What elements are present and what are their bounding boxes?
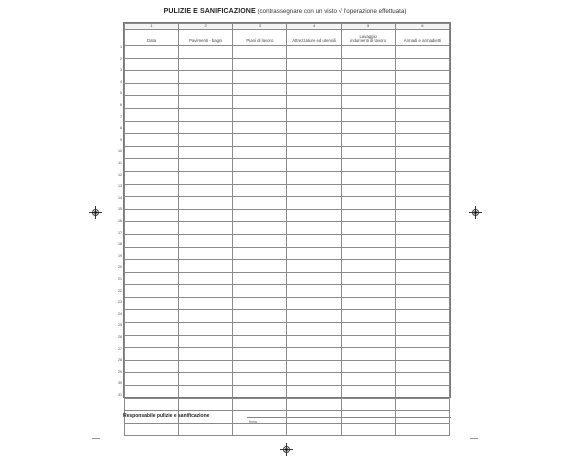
table-cell[interactable] [287,71,341,84]
row-number: 26 [118,335,122,339]
row-number: 23 [118,300,122,305]
table-row [125,197,450,210]
column-number-5: 5 [341,24,395,30]
table-row [125,423,450,436]
column-number-2: 2 [179,24,233,30]
row-number: 21 [118,277,122,281]
table-row [125,96,450,109]
table-row [125,335,450,348]
table-cell[interactable] [341,222,395,235]
table-cell[interactable] [125,373,179,386]
table-cell[interactable] [125,386,179,399]
column-header-5: Lavaggio indumenti di lavoro [341,30,395,46]
table-row [125,222,450,235]
table-cell[interactable] [233,96,287,109]
table-row [125,373,450,386]
table-cell[interactable] [233,159,287,172]
table-cell[interactable] [395,83,449,96]
column-number-3: 3 [233,24,287,30]
table-cell[interactable] [341,121,395,134]
row-number: 7 [120,114,122,119]
table-cell[interactable] [287,171,341,184]
table-cell[interactable] [341,46,395,59]
table-cell[interactable] [287,423,341,436]
table-cell[interactable] [233,398,287,411]
column-number-1: 1 [125,24,179,30]
table-cell[interactable] [125,285,179,298]
table-cell[interactable] [179,272,233,285]
row-number: 28 [118,358,122,363]
table-row [125,83,450,96]
table-cell[interactable] [125,83,179,96]
table-row [125,260,450,273]
table-cell[interactable] [395,335,449,348]
table-cell[interactable] [179,285,233,298]
registration-mark-right [472,209,479,216]
row-number: 1 [120,45,122,49]
table-cell[interactable] [287,159,341,172]
table-cell[interactable] [179,423,233,436]
table-cell[interactable] [179,386,233,399]
row-number: 8 [120,126,122,131]
table-cell[interactable] [125,335,179,348]
table-cell[interactable] [287,46,341,59]
table-cell[interactable] [395,171,449,184]
row-number: 2 [120,56,122,61]
table-row [125,348,450,361]
table-cell[interactable] [233,348,287,361]
table-cell[interactable] [233,423,287,436]
table-row [125,58,450,71]
column-header-6: Armadi e armadietti [395,30,449,46]
crop-mark [470,438,478,439]
table-cell[interactable] [287,310,341,323]
table-cell[interactable] [287,348,341,361]
table-cell[interactable] [341,247,395,260]
row-number: 18 [118,242,122,247]
column-header-3: Piani di lavoro [233,30,287,46]
signature-caption: firma [249,420,257,424]
table-cell[interactable] [233,386,287,399]
table-cell[interactable] [233,46,287,59]
table-row [125,209,450,222]
table-cell[interactable] [125,348,179,361]
table-cell[interactable] [341,260,395,273]
table-cell[interactable] [341,96,395,109]
row-number: 5 [120,91,122,96]
table-row [125,184,450,197]
table-cell[interactable] [125,360,179,373]
table-cell[interactable] [179,373,233,386]
column-number-4: 4 [287,24,341,30]
table-cell[interactable] [395,386,449,399]
table-cell[interactable] [179,234,233,247]
table-cell[interactable] [233,297,287,310]
table-cell[interactable] [179,323,233,336]
table-cell[interactable] [395,323,449,336]
row-number: 30 [118,381,122,386]
table-cell[interactable] [125,247,179,260]
table-cell[interactable] [395,297,449,310]
table-cell[interactable] [233,222,287,235]
table-cell[interactable] [287,184,341,197]
table-cell[interactable] [125,134,179,147]
table-cell[interactable] [233,134,287,147]
table-cell[interactable] [395,46,449,59]
table-cell[interactable] [287,121,341,134]
table-cell[interactable] [179,121,233,134]
table-cell[interactable] [233,272,287,285]
table-cell[interactable] [233,171,287,184]
table-cell[interactable] [341,297,395,310]
table-cell[interactable] [395,348,449,361]
table-cell[interactable] [341,335,395,348]
table-cell[interactable] [233,323,287,336]
table-cell[interactable] [341,386,395,399]
table-cell[interactable] [179,360,233,373]
table-row [125,297,450,310]
table-cell[interactable] [233,373,287,386]
table-cell[interactable] [341,146,395,159]
table-row [125,323,450,336]
table-cell[interactable] [395,373,449,386]
table-cell[interactable] [179,310,233,323]
table-cell[interactable] [125,197,179,210]
table-cell[interactable] [287,146,341,159]
table-cell[interactable] [395,108,449,121]
table-cell[interactable] [125,184,179,197]
table-cell[interactable] [287,108,341,121]
table-cell[interactable] [125,209,179,222]
table-cell[interactable] [395,184,449,197]
row-number: 24 [118,311,122,316]
table-cell[interactable] [125,96,179,109]
table-cell[interactable] [341,285,395,298]
table-cell[interactable] [179,209,233,222]
row-number: 31 [118,393,122,397]
table-cell[interactable] [125,297,179,310]
table-row [125,159,450,172]
table-cell[interactable] [125,222,179,235]
table-cell[interactable] [395,197,449,210]
table-cell[interactable] [179,96,233,109]
row-number: 3 [120,68,122,73]
table-cell[interactable] [233,260,287,273]
table-cell[interactable] [395,260,449,273]
table-cell[interactable] [179,222,233,235]
row-number: 4 [120,79,122,84]
table-cell[interactable] [395,247,449,260]
table-cell[interactable] [287,209,341,222]
table-cell[interactable] [287,323,341,336]
table-cell[interactable] [233,108,287,121]
row-number: 6 [120,103,122,107]
table-cell[interactable] [395,71,449,84]
table-cell[interactable] [395,96,449,109]
table-cell[interactable] [341,234,395,247]
table-cell[interactable] [287,83,341,96]
table-cell[interactable] [125,159,179,172]
table-cell[interactable] [179,348,233,361]
row-number: 9 [120,137,122,142]
table-cell[interactable] [179,184,233,197]
signature-line [247,417,451,418]
table-row [125,285,450,298]
table-cell[interactable] [125,46,179,59]
table-cell[interactable] [395,209,449,222]
row-number: 25 [118,323,122,328]
row-number: 22 [118,288,122,293]
table-cell[interactable] [125,398,179,411]
table-cell[interactable] [287,285,341,298]
table-cell[interactable] [233,83,287,96]
table-cell[interactable] [341,171,395,184]
table-cell[interactable] [179,297,233,310]
table-cell[interactable] [233,197,287,210]
table-cell[interactable] [125,260,179,273]
table-cell[interactable] [341,83,395,96]
table-row [125,247,450,260]
table-cell[interactable] [125,58,179,71]
table-cell[interactable] [179,83,233,96]
responsible-label: Responsabile pulizie e sanificazione [123,413,210,419]
table-cell[interactable] [395,285,449,298]
row-number: 13 [118,184,122,189]
table-cell[interactable] [287,134,341,147]
table-cell[interactable] [287,360,341,373]
title-main: PULIZIE E SANIFICAZIONE [163,8,256,15]
table-cell[interactable] [179,247,233,260]
table-cell[interactable] [341,197,395,210]
table-cell[interactable] [179,159,233,172]
row-number: 19 [118,253,122,258]
column-header-row [125,30,450,46]
table-cell[interactable] [341,71,395,84]
table-row [125,360,450,373]
table-cell[interactable] [395,222,449,235]
column-number-6: 6 [395,24,449,30]
table-cell[interactable] [233,285,287,298]
table-cell[interactable] [179,146,233,159]
table-row [125,108,450,121]
table-cell[interactable] [287,247,341,260]
table-cell[interactable] [287,96,341,109]
table-cell[interactable] [341,184,395,197]
table-cell[interactable] [125,272,179,285]
table-cell[interactable] [395,398,449,411]
table-cell[interactable] [125,121,179,134]
table-row [125,171,450,184]
row-number: 11 [118,161,122,165]
table-cell[interactable] [341,310,395,323]
title-subtitle: (contrassegnare con un visto √ l'operazione effettuata) [257,8,407,15]
crop-mark [92,438,100,439]
table-cell[interactable] [287,260,341,273]
table-cell[interactable] [179,335,233,348]
table-cell[interactable] [125,146,179,159]
table-cell[interactable] [125,171,179,184]
column-header-4: Attrezzature ed utensili [287,30,341,46]
row-number: 27 [118,346,122,351]
table-cell[interactable] [179,108,233,121]
row-number: 29 [118,369,122,374]
table-cell[interactable] [395,134,449,147]
table-cell[interactable] [341,373,395,386]
table-cell[interactable] [341,423,395,436]
table-cell[interactable] [125,423,179,436]
table-cell[interactable] [125,323,179,336]
table-cell[interactable] [233,335,287,348]
row-number: 14 [118,195,122,200]
table-cell[interactable] [395,159,449,172]
table-cell[interactable] [395,360,449,373]
registration-mark-left [92,209,99,216]
table-cell[interactable] [125,234,179,247]
table-cell[interactable] [287,398,341,411]
table-cell[interactable] [341,108,395,121]
table-cell[interactable] [287,222,341,235]
table-row [125,386,450,399]
table-cell[interactable] [341,58,395,71]
table-cell[interactable] [287,272,341,285]
table-cell[interactable] [395,310,449,323]
table-row [125,272,450,285]
table-cell[interactable] [233,360,287,373]
table-cell[interactable] [233,234,287,247]
table-row [125,310,450,323]
row-number: 15 [118,207,122,212]
table-cell[interactable] [125,71,179,84]
table-cell[interactable] [179,58,233,71]
table-cell[interactable] [179,260,233,273]
table-row [125,121,450,134]
table-cell[interactable] [233,71,287,84]
table-cell[interactable] [287,297,341,310]
cleaning-log-table [123,22,451,398]
column-header-1: Data [125,30,179,46]
table-cell[interactable] [179,46,233,59]
table-cell[interactable] [341,348,395,361]
table-cell[interactable] [341,159,395,172]
table-cell[interactable] [395,121,449,134]
table-cell[interactable] [125,310,179,323]
table-cell[interactable] [233,209,287,222]
table-cell[interactable] [125,108,179,121]
table-row [125,398,450,411]
table-cell[interactable] [287,335,341,348]
table-cell[interactable] [233,58,287,71]
table-cell[interactable] [233,184,287,197]
table-cell[interactable] [179,171,233,184]
table-cell[interactable] [395,58,449,71]
table-cell[interactable] [179,197,233,210]
table-cell[interactable] [341,323,395,336]
table-cell[interactable] [233,310,287,323]
table-cell[interactable] [395,272,449,285]
table-cell[interactable] [341,360,395,373]
table-row [125,46,450,59]
table-cell[interactable] [233,247,287,260]
table-cell[interactable] [233,121,287,134]
table-cell[interactable] [287,234,341,247]
table-cell[interactable] [287,197,341,210]
table-cell[interactable] [287,373,341,386]
row-number: 12 [118,172,122,177]
row-number: 17 [118,230,122,235]
row-number: 20 [118,265,122,270]
table-row [125,71,450,84]
table-row [125,146,450,159]
row-number: 16 [118,219,122,223]
table-cell[interactable] [395,234,449,247]
row-number: 10 [118,149,122,154]
column-header-2: Pavimenti - bagni [179,30,233,46]
table-cell[interactable] [179,398,233,411]
table-cell[interactable] [287,58,341,71]
table-cell[interactable] [287,386,341,399]
table-cell[interactable] [179,134,233,147]
table-row [125,134,450,147]
table-cell[interactable] [395,146,449,159]
page-title [0,8,570,15]
table-cell[interactable] [341,134,395,147]
table-cell[interactable] [395,423,449,436]
table-cell[interactable] [233,146,287,159]
table-cell[interactable] [179,71,233,84]
table-cell[interactable] [341,398,395,411]
table-cell[interactable] [341,272,395,285]
table-row [125,234,450,247]
table-cell[interactable] [341,209,395,222]
